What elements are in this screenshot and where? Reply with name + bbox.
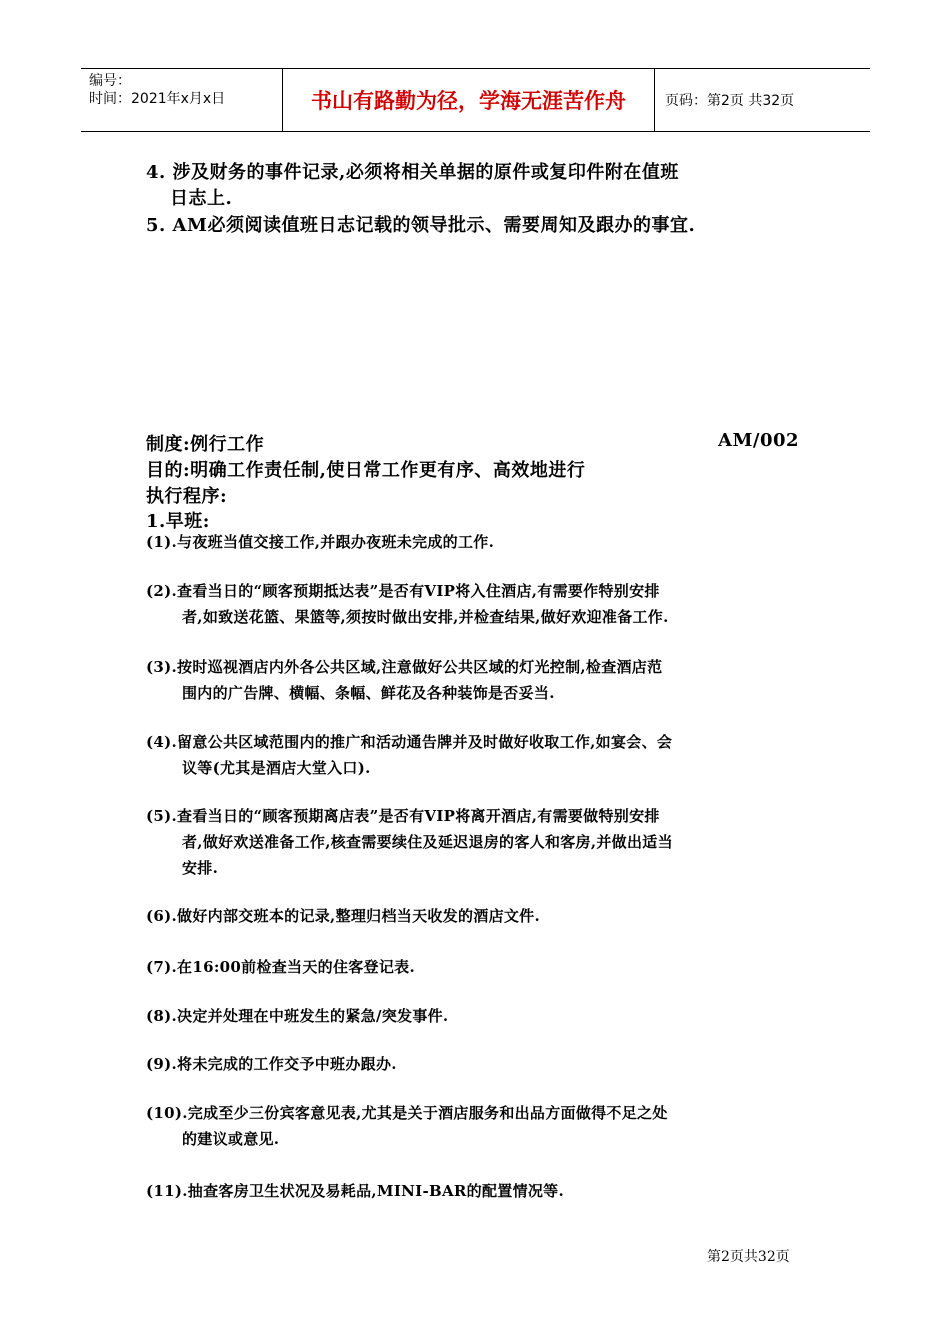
serial-label: 编号： <box>89 73 131 89</box>
step-2-cont: 者,如致送花篮、果篮等,须按时做出安排,并检查结果,做好欢迎准备工作. <box>182 608 669 626</box>
step-9: (9).将未完成的工作交予中班办跟办. <box>146 1055 397 1073</box>
step-7: (7).在16:00前检查当天的住客登记表. <box>146 958 415 976</box>
section-title: 制度:例行工作 <box>146 434 265 455</box>
step-6: (6).做好内部交班本的记录,整理归档当天收发的酒店文件. <box>146 907 540 925</box>
step-2: (2).查看当日的“顾客预期抵达表”是否有VIP将入住酒店,有需要作特别安排 <box>146 582 660 600</box>
step-1: (1).与夜班当值交接工作,并跟办夜班未完成的工作. <box>146 533 495 551</box>
step-5-cont2: 安排. <box>182 859 219 877</box>
intro-item-5: 5. AM必须阅读值班日志记载的领导批示、需要周知及跟办的事宜. <box>146 215 696 236</box>
step-8: (8).决定并处理在中班发生的紧急/突发事件. <box>146 1007 449 1025</box>
step-4-cont: 议等(尤其是酒店大堂入口). <box>182 759 371 777</box>
step-4: (4).留意公共区域范围内的推广和活动通告牌并及时做好收取工作,如宴会、会 <box>146 733 673 751</box>
step-3-cont: 围内的广告牌、横幅、条幅、鲜花及各种装饰是否妥当. <box>182 684 555 702</box>
step-10-cont: 的建议或意见. <box>182 1130 280 1148</box>
header-meta <box>81 69 282 131</box>
section-code: AM/002 <box>718 430 800 451</box>
header-page-info: 页码：第2页 共32页 <box>665 93 795 109</box>
intro-item-4-cont: 日志上. <box>170 188 233 209</box>
step-10: (10).完成至少三份宾客意见表,尤其是关于酒店服务和出品方面做得不足之处 <box>146 1104 668 1122</box>
step-3: (3).按时巡视酒店内外各公共区域,注意做好公共区域的灯光控制,检查酒店范 <box>146 658 663 676</box>
header-motto: 书山有路勤为径，学海无涯苦作舟 <box>282 69 655 131</box>
section-purpose: 目的:明确工作责任制,使日常工作更有序、高效地进行 <box>146 460 586 481</box>
section-subheading: 1.早班: <box>146 511 210 532</box>
step-5: (5).查看当日的“顾客预期离店表”是否有VIP将离开酒店,有需要做特别安排 <box>146 807 660 825</box>
intro-item-4: 4. 涉及财务的事件记录,必须将相关单据的原件或复印件附在值班 <box>146 162 679 183</box>
step-5-cont: 者,做好欢送准备工作,核查需要续住及延迟退房的客人和客房,并做出适当 <box>182 833 673 851</box>
time-label: 时间：2021年x月x日 <box>89 91 226 107</box>
step-11: (11).抽查客房卫生状况及易耗品,MINI-BAR的配置情况等. <box>146 1182 564 1200</box>
page-header <box>81 68 870 132</box>
section-procedure: 执行程序: <box>146 486 228 507</box>
page-footer: 第2页共32页 <box>707 1249 790 1265</box>
